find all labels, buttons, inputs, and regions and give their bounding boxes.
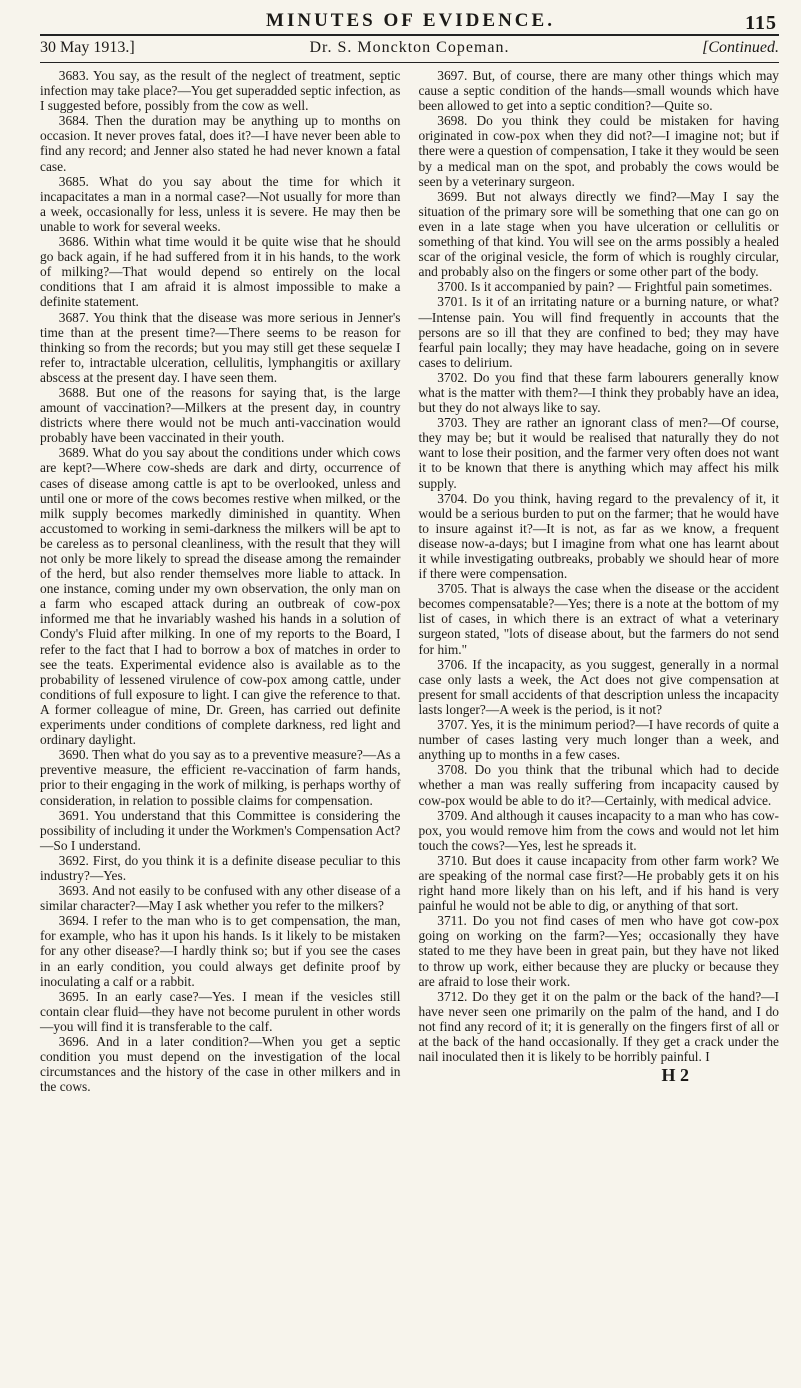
question-paragraph: 3696. And in a later condition?—When you get a septic condition you must depend on the investigation of the local circumstances and the history of the case in other milkers and in the cows. [40, 1034, 401, 1095]
question-paragraph: 3685. What do you say about the time for which it incapacitates a man in a normal case?—Not usually for more than a week, occasionally for less, unless it is severe. He may then be unable to work for several weeks. [40, 173, 401, 234]
continued-marker: [Continued. [702, 39, 779, 56]
question-paragraph: 3693. And not easily to be confused with any other disease of a similar character?—May I ask whether you refer to the milkers? [40, 883, 401, 914]
subhead-bar [40, 34, 779, 63]
running-head: MINUTES OF EVIDENCE. [266, 10, 555, 31]
question-paragraph: 3691. You understand that this Committee is considering the possibility of including it under the Workmen's Compensation Act?—So I understand. [40, 807, 401, 853]
question-paragraph: 3712. Do they get it on the palm or the back of the hand?—I have never seen one primarily on the palm of the hand, and I do not find any record of it; it is generally on the fingers first of all or at the back of the hand occasionally. If they get a crack under the nail inoculated then it is likely to be horribly painful. I [418, 988, 779, 1065]
question-paragraph: 3704. Do you think, having regard to the prevalency of it, it would be a serious burden to put on the farmer; that he would have to insure against it?—It is not, as far as we know, a frequent disease now-a-days; but I imagine from what one has learnt about it while investigating outbreaks, probably we should hear of more if there were compensation. [418, 490, 779, 582]
question-paragraph: 3687. You think that the disease was more serious in Jenner's time than at the present time?—There seems to be reason for thinking so from the records; but you may still get these sequelæ I refer to, intractable ulceration, cellulitis, lymphangitis or axillary abscess at the present day. I have seen them. [40, 309, 401, 385]
question-paragraph: 3707. Yes, it is the minimum period?—I have records of quite a number of cases lasting very much longer than a week, and anything up to months in a few cases. [418, 717, 779, 763]
left-column [40, 68, 401, 1370]
session-date: 30 May 1913.] [40, 39, 135, 56]
question-paragraph: 3692. First, do you think it is a definite disease peculiar to this industry?—Yes. [40, 852, 401, 883]
question-paragraph: 3697. But, of course, there are many other things which may cause a septic condition of the hands—small wounds which have been allowed to get into a septic condition?—Quite so. [418, 68, 779, 114]
question-paragraph: 3702. Do you find that these farm labourers generally know what is the matter with them?—I think they probably have an idea, but they do not always like to say. [418, 369, 779, 416]
right-column [419, 68, 780, 1370]
question-paragraph: 3710. But does it cause incapacity from other farm work? We are speaking of the normal case first?—He probably gets it on his right hand more likely than on his left, and if his hand is very painful he would not be able to dig, or anything of that sort. [418, 852, 779, 914]
question-paragraph: 3701. Is it of an irritating nature or a burning nature, or what?—Intense pain. You will find frequently in accounts that the persons are so ill that they are confined to bed; they may have fearful pain locally; they may have headache, going on in severe cases to delirium. [418, 294, 779, 370]
question-paragraph: 3688. But one of the reasons for saying that, is the large amount of vaccination?—Milkers at the present day, in country districts where there would not be much anti-vaccination would probably have been vaccinated in their youth. [40, 384, 401, 446]
question-paragraph: 3683. You say, as the result of the neglect of treatment, septic infection may take place?—You get superadded septic infection, as I suggested before, possibly from the cow as well. [40, 68, 401, 114]
question-paragraph: 3706. If the incapacity, as you suggest, generally in a normal case only lasts a week, the Act does not give compensation at present for small accidents of that description unless the incapacity lasts longer?—A week is the period, is it not? [418, 656, 779, 717]
question-paragraph: 3698. Do you think they could be mistaken for having originated in cow-pox when they did not?—I imagine not; but if there were a question of compensation, I take it they would be seen by a medical man on the spot, and probably the cows would be seen by a veterinary surgeon. [418, 113, 779, 189]
witness-name: Dr. S. Monckton Copeman. [309, 39, 510, 56]
question-paragraph: 3699. But not always directly we find?—May I say the situation of the primary sore will be something that one can go on even in a late stage when you have ulceration or cellulitis or something of that kind. You will see on the arms possibly a healed scar of the original vesicle, the form of which is roughly circular, and probably also on the fingers or some other part of the body. [418, 188, 779, 280]
question-paragraph: 3705. That is always the case when the disease or the accident becomes compensatable?—Yes; there is a note at the bottom of my list of cases, in which there is an extract of what a veterinary surgeon stated, "lots of disease about, but the farmers do not send for him." [418, 581, 779, 657]
question-paragraph: 3686. Within what time would it be quite wise that he should go back again, if he had suffered from it in his hands, to the work of milking?—That would depend so entirely on the local conditions that I am afraid it is almost impossible to make a definite statement. [40, 234, 401, 310]
question-paragraph: 3700. Is it accompanied by pain? — Frightful pain sometimes. [437, 279, 773, 295]
page-number: 115 [745, 12, 777, 34]
question-paragraph: 3703. They are rather an ignorant class of men?—Of course, they may be; but it would be realised that naturally they do not want to lose their position, and the farmer very often does not want it to be known that there is anything which may affect his milk supply. [418, 415, 779, 491]
question-paragraph: 3708. Do you think that the tribunal which had to decide whether a man was really suffering from incapacity caused by cow-pox would be able to do it?—Certainly, with medical advice. [418, 762, 779, 808]
question-paragraph: 3711. Do you not find cases of men who have got cow-pox going on working on the farm?—Yes; occasionally they have stated to me they have been in great pain, but they have not liked to throw up work, either because they are plucky or because they are afraid to lose their work. [418, 913, 779, 989]
question-paragraph: 3690. Then what do you say as to a preventive measure?—As a preventive measure, the efficient re-vaccination of farm hands, prior to their engaging in the work of milking, is perhaps worthy of consideration, in relation to possible claims for compensation. [40, 747, 401, 808]
text-columns [40, 68, 779, 1370]
question-paragraph: 3689. What do you say about the conditions under which cows are kept?—Where cow-sheds are dark and dirty, occurrence of cases of disease among cattle is apt to be overlooked, unless and until one or more of the cows becomes restive when milked, or the milk supply becomes markedly diminished in quantity. When accustomed to working in semi-darkness the milkers will be apt to be careless as to personal cleanliness, with the result that they will not only be more likely to spread the disease among the remainder of the herd, but also render themselves more liable to attack. In one instance, coming under my own observation, the only man on a farm who escaped attack during an outbreak of cow-pox informed me that he invariably washed his hands in a solution of Condy's Fluid after milking. In one of my reports to the Board, I refer to the fact that I had to borrow a box of matches in order to see the teats. Experimental evidence also is available as to the probability of lessened virulence of cow-pox among cattle, under conditions of full exposure to light. I can give the reference to that. A former colleague of mine, Dr. Green, has carried out definite experiments under conditions of complete darkness, red light and ordinary daylight. [40, 445, 401, 748]
question-paragraph: 3709. And although it causes incapacity to a man who has cow-pox, you would remove him from the cows and would not let him touch the cows?—Yes, lest he spreads it. [418, 807, 779, 853]
question-paragraph: 3695. In an early case?—Yes. I mean if the vesicles still contain clear fluid—they have not become purulent in other words—you will find it is transferable to the calf. [40, 988, 401, 1034]
question-paragraph: 3694. I refer to the man who is to get compensation, the man, for example, who has it upon his hands. Is it likely to be mistaken for any other disease?—I hardly think so; but if you see the cases in an early condition, you could always get definite proof by inoculating a calf or a rabbit. [40, 913, 401, 989]
question-paragraph: 3684. Then the duration may be anything up to months on occasion. It never proves fatal, does it?—I have never been able to find any record; and Jenner also stated he had never known a fatal case. [40, 113, 401, 174]
signature-mark: H 2 [661, 1065, 689, 1086]
